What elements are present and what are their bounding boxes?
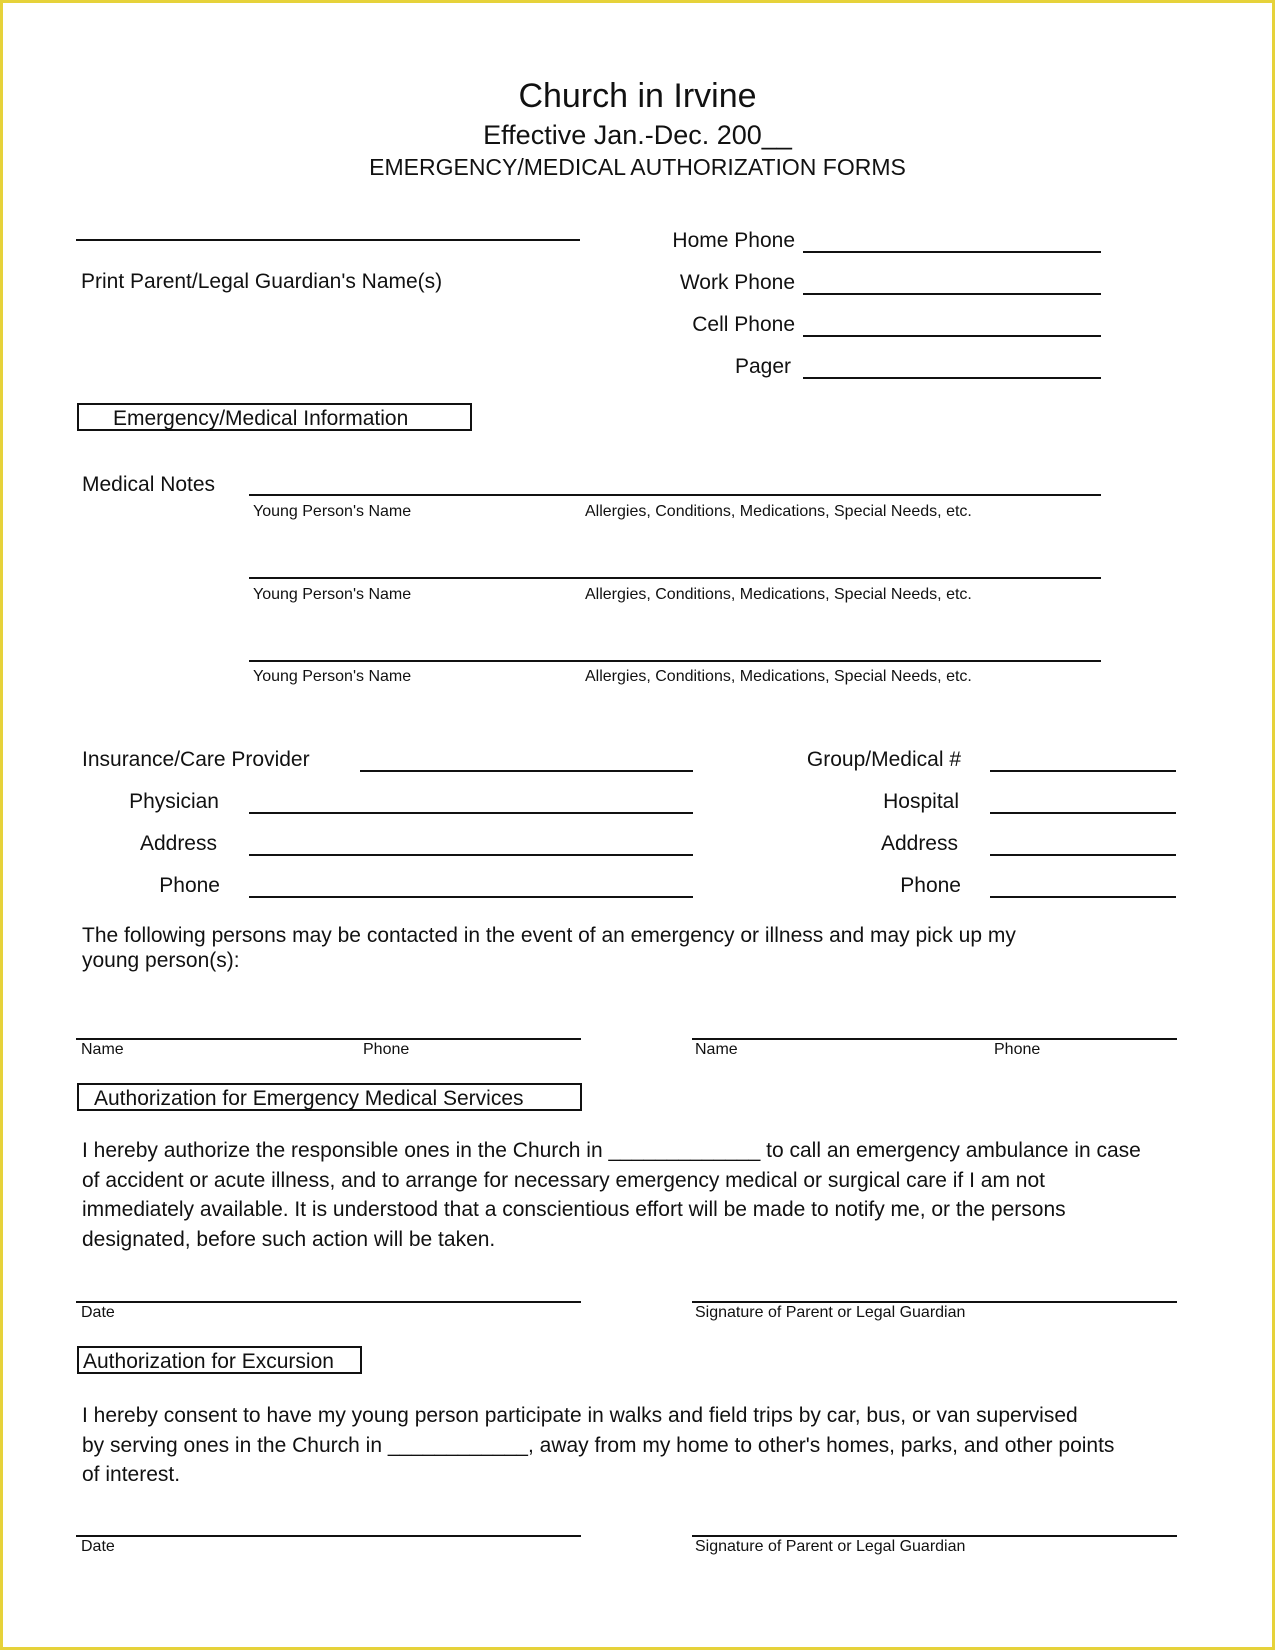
excursion-signature-label: Signature of Parent or Legal Guardian xyxy=(695,1538,966,1555)
physician-label: Physician xyxy=(129,790,219,813)
hospital-label: Hospital xyxy=(883,790,959,813)
physician-phone-line[interactable] xyxy=(249,896,693,898)
home-phone-line[interactable] xyxy=(803,251,1101,253)
physician-address-label: Address xyxy=(139,832,217,855)
ems-signature-line[interactable] xyxy=(692,1301,1177,1303)
young-person-name-label: Young Person's Name xyxy=(253,586,412,603)
medical-notes-label: Medical Notes xyxy=(82,473,216,496)
contact-left-name-label: Name xyxy=(81,1041,124,1058)
young-person-name-label: Young Person's Name xyxy=(253,668,412,685)
home-phone-label: Home Phone xyxy=(672,229,795,252)
work-phone-label: Work Phone xyxy=(679,271,795,294)
hospital-address-label: Address xyxy=(880,832,958,855)
contact-left-line[interactable] xyxy=(76,1038,581,1040)
excursion-line: I hereby consent to have my young person participate in walks and field trips by car, bus, or van supervised xyxy=(82,1404,1078,1427)
church-title: Church in Irvine xyxy=(518,77,757,115)
contact-right-phone-label: Phone xyxy=(994,1041,1041,1058)
cell-phone-line[interactable] xyxy=(803,335,1101,337)
excursion-date-line[interactable] xyxy=(76,1535,581,1537)
guardian-name-line[interactable] xyxy=(76,239,580,241)
insurance-provider-label: Insurance/Care Provider xyxy=(82,748,310,771)
medical-details-label: Allergies, Conditions, Medications, Special Needs, etc. xyxy=(585,503,972,520)
excursion-signature-line[interactable] xyxy=(692,1535,1177,1537)
form-title: EMERGENCY/MEDICAL AUTHORIZATION FORMS xyxy=(369,154,906,180)
ems-signature-label: Signature of Parent or Legal Guardian xyxy=(695,1304,966,1321)
medical-row-line[interactable] xyxy=(249,494,1101,496)
hospital-phone-line[interactable] xyxy=(990,896,1176,898)
contacts-text-line2: young person(s): xyxy=(82,949,240,972)
insurance-provider-line[interactable] xyxy=(360,770,693,772)
ems-line: of accident or acute illness, and to arrange for necessary emergency medical or surgical care if I am not xyxy=(82,1168,1045,1192)
physician-address-line[interactable] xyxy=(249,854,693,856)
physician-phone-label: Phone xyxy=(159,874,220,897)
ems-line: I hereby authorize the responsible ones in the Church in _____________ to call an emergency ambulance in case xyxy=(82,1139,1141,1162)
ems-section-heading: Authorization for Emergency Medical Services xyxy=(77,1083,582,1111)
ems-date-line[interactable] xyxy=(76,1301,581,1303)
hospital-phone-label: Phone xyxy=(900,874,961,897)
work-phone-line[interactable] xyxy=(803,293,1101,295)
excursion-date-label: Date xyxy=(81,1538,115,1555)
group-medical-line[interactable] xyxy=(990,770,1176,772)
physician-line[interactable] xyxy=(249,812,693,814)
pager-label: Pager xyxy=(734,355,791,378)
cell-phone-label: Cell Phone xyxy=(692,313,795,336)
ems-line: immediately available. It is understood that a conscientious effort will be made to notify me, or the persons xyxy=(82,1198,1066,1221)
young-person-name-label: Young Person's Name xyxy=(253,503,412,520)
ems-paragraph xyxy=(82,1136,1141,1254)
ems-date-label: Date xyxy=(81,1304,115,1321)
medical-row-line[interactable] xyxy=(249,577,1101,579)
hospital-address-line[interactable] xyxy=(990,854,1176,856)
contacts-text-line1: The following persons may be contacted in the event of an emergency or illness and may pick up my xyxy=(82,924,1016,947)
medical-details-label: Allergies, Conditions, Medications, Special Needs, etc. xyxy=(585,668,972,685)
medical-row-line[interactable] xyxy=(249,660,1101,662)
excursion-line: by serving ones in the Church in ____________, away from my home to other's homes, parks, and other points xyxy=(82,1433,1115,1457)
group-medical-label: Group/Medical # xyxy=(806,748,961,771)
pager-line[interactable] xyxy=(803,377,1101,379)
excursion-line: of interest. xyxy=(82,1463,181,1486)
contact-right-name-label: Name xyxy=(695,1041,738,1058)
hospital-line[interactable] xyxy=(990,812,1176,814)
excursion-paragraph xyxy=(82,1401,1114,1490)
ems-line: designated, before such action will be taken. xyxy=(82,1227,496,1251)
medical-section-heading: Emergency/Medical Information xyxy=(77,403,472,431)
contact-left-phone-label: Phone xyxy=(363,1041,410,1058)
guardian-name-label: Print Parent/Legal Guardian's Name(s) xyxy=(81,270,443,293)
effective-date: Effective Jan.-Dec. 200__ xyxy=(483,120,792,150)
medical-details-label: Allergies, Conditions, Medications, Special Needs, etc. xyxy=(585,586,972,603)
contact-right-line[interactable] xyxy=(692,1038,1177,1040)
excursion-section-heading: Authorization for Excursion xyxy=(77,1346,362,1374)
